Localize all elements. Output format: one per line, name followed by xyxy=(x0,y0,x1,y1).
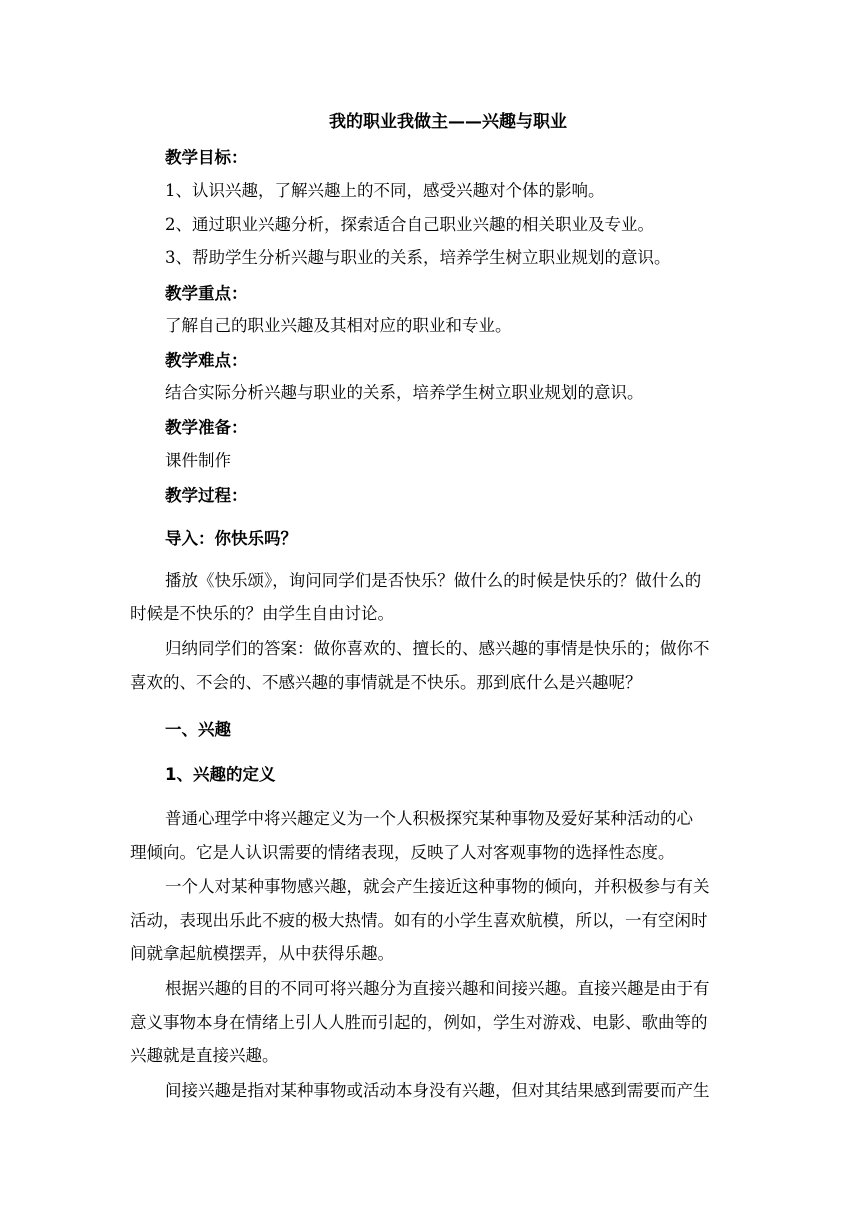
key-text: 了解自己的职业兴趣及其相对应的职业和专业。 xyxy=(165,316,512,335)
definition-paragraph-1-line-1: 普通心理学中将兴趣定义为一个人积极探究某种事物及爱好某种活动的心 xyxy=(165,809,693,828)
intro-paragraph-1-line-1: 播放《快乐颂》，询问同学们是否快乐？做什么的时候是快乐的？做什么的 xyxy=(165,571,702,590)
goal-item-2: 2、通过职业兴趣分析，探索适合自己职业兴趣的相关职业及专业。 xyxy=(165,215,654,234)
goal-item-3: 3、帮助学生分析兴趣与职业的关系，培养学生树立职业规划的意识。 xyxy=(165,248,671,267)
definition-paragraph-4-line-1: 间接兴趣是指对某种事物或活动本身没有兴趣，但对其结果感到需要而产生 xyxy=(165,1081,710,1100)
section-1-heading: 一、兴趣 xyxy=(165,720,231,739)
definition-paragraph-3-line-1: 根据兴趣的目的不同可将兴趣分为直接兴趣和间接兴趣。直接兴趣是由于有 xyxy=(165,979,710,998)
intro-paragraph-2-line-2: 喜欢的、不会的、不感兴趣的事情就是不快乐。那到底什么是兴趣呢？ xyxy=(130,673,642,692)
definition-paragraph-2-line-3: 间就拿起航模摆弄，从中获得乐趣。 xyxy=(130,944,394,963)
process-heading: 教学过程： xyxy=(165,486,248,505)
definition-paragraph-2-line-1: 一个人对某种事物感兴趣，就会产生接近这种事物的倾向，并积极参与有关 xyxy=(165,877,710,896)
definition-paragraph-3-line-2: 意义事物本身在情绪上引人人胜而引起的，例如，学生对游戏、电影、歌曲等的 xyxy=(130,1013,708,1032)
key-heading: 教学重点： xyxy=(165,284,248,303)
definition-paragraph-1-line-2: 理倾向。它是人认识需要的情绪表现，反映了人对客观事物的选择性态度。 xyxy=(130,843,675,862)
difficulty-text: 结合实际分析兴趣与职业的关系，培养学生树立职业规划的意识。 xyxy=(165,383,644,402)
prep-text: 课件制作 xyxy=(165,451,231,470)
intro-paragraph-1-line-2: 时候是不快乐的？由学生自由讨论。 xyxy=(130,604,394,623)
intro-heading: 导入：你快乐吗？ xyxy=(165,529,297,548)
prep-heading: 教学准备： xyxy=(165,418,248,437)
definition-paragraph-2-line-2: 活动，表现出乐此不疲的极大热情。如有的小学生喜欢航模，所以，一有空闲时 xyxy=(130,911,708,930)
goals-heading: 教学目标： xyxy=(165,148,248,167)
intro-paragraph-2-line-1: 归纳同学们的答案：做你喜欢的、擅长的、感兴趣的事情是快乐的；做你不 xyxy=(165,639,710,658)
difficulty-heading: 教学难点： xyxy=(165,351,248,370)
definition-paragraph-3-line-3: 兴趣就是直接兴趣。 xyxy=(130,1046,279,1065)
document-title: 我的职业我做主——兴趣与职业 xyxy=(329,112,567,132)
subsection-1-heading: 1、兴趣的定义 xyxy=(165,765,276,784)
goal-item-1: 1、认识兴趣，了解兴趣上的不同，感受兴趣对个体的影响。 xyxy=(165,181,605,200)
